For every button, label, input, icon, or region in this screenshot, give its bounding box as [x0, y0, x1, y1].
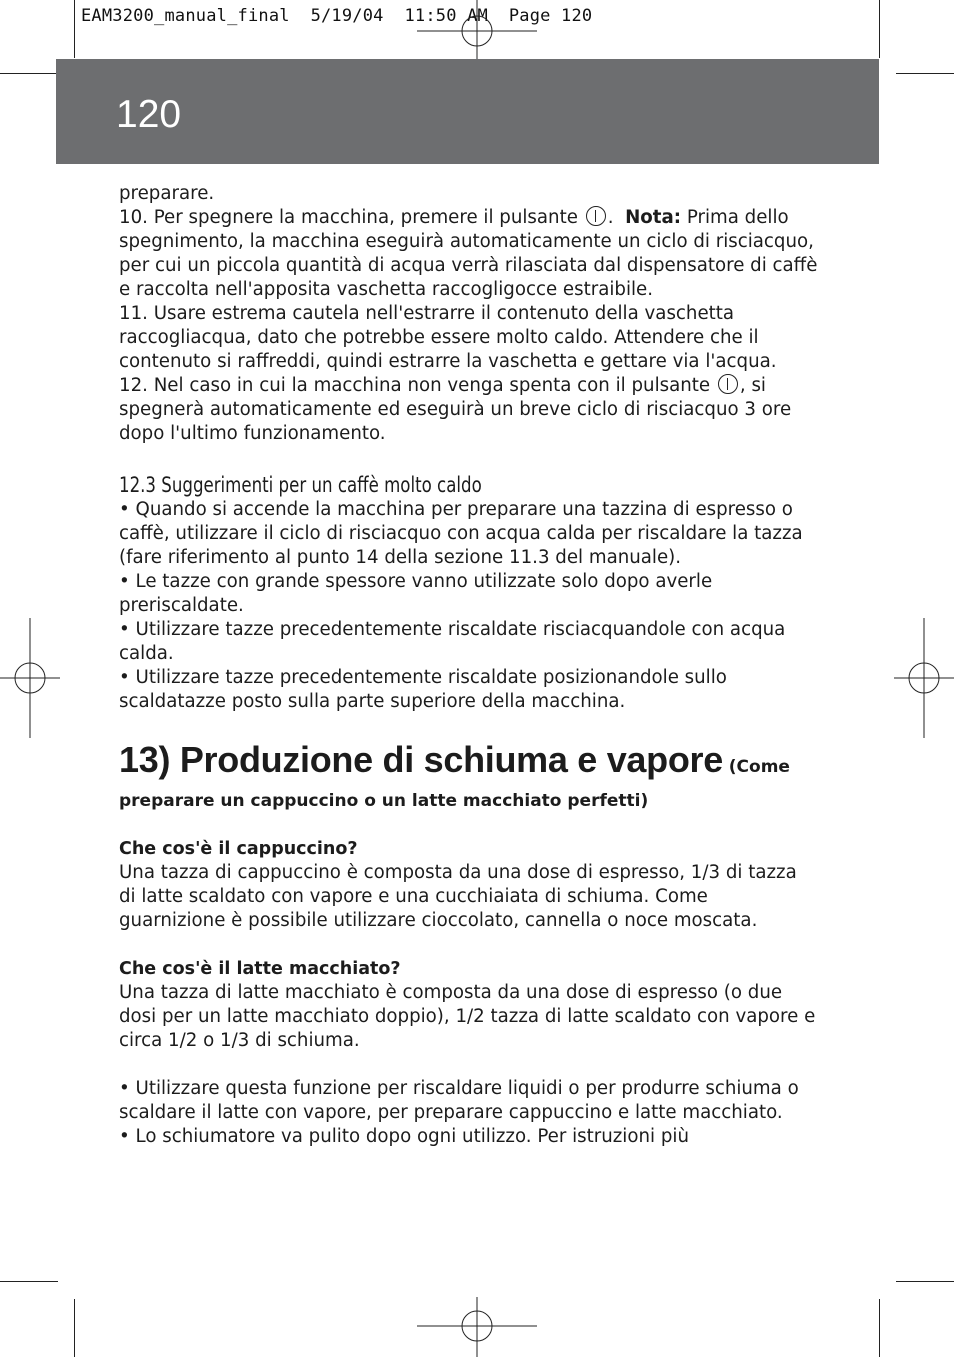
page-header-band: [56, 59, 879, 164]
section-12-3-bullet: • Utilizzare tazze precedentemente riscaldate risciacquandole con acqua calda.: [119, 619, 786, 664]
crop-mark-bottom-right-horizontal: [896, 1281, 954, 1282]
registration-mark-bottom: [417, 1297, 537, 1357]
paragraph-preparare: preparare.: [119, 183, 215, 204]
section-13-bullet: • Lo schiumatore va pulito dopo ogni utilizzo. Per istruzioni più: [119, 1126, 689, 1147]
crop-mark-top-right-vertical: [879, 0, 880, 58]
section-12-3-bullet: • Utilizzare tazze precedentemente riscaldate posizionandole sullo scaldatazze posto sulla parte superiore della macchina.: [119, 667, 727, 712]
section-13-heading: [119, 738, 819, 789]
nota-label: Nota:: [625, 207, 682, 228]
page-content: [119, 182, 819, 1149]
crop-mark-top-left-vertical: [74, 0, 75, 58]
section-13-subtitle: preparare un cappuccino o un latte macchiato perfetti): [119, 791, 649, 811]
step-10-text: 10. Per spegnere la macchina, premere il pulsante: [119, 207, 578, 228]
print-slug: EAM3200_manual_final 5/19/04 11:50 AM Page 120: [81, 6, 593, 26]
step-10-note: Prima dello spegnimento, la macchina eseguirà automaticamente un ciclo di risciacquo, per cui un piccola quantità di acqua verrà rilasciata dal dispensatore di caffè e raccolta nell'apposita vaschetta raccogligocce estraibile.: [119, 207, 818, 300]
step-12-text: 12. Nel caso in cui la macchina non venga spenta con il pulsante: [119, 375, 711, 396]
cappuccino-answer: Una tazza di cappuccino è composta da una dose di espresso, 1/3 di tazza di latte scaldato con vapore e una cucchiaiata di schiuma. Come guarnizione è possibile utilizzare cioccolato, cannella o noce moscata.: [119, 862, 797, 931]
section-12-3-bullet: • Le tazze con grande spessore vanno utilizzate solo dopo averle preriscaldate.: [119, 571, 713, 616]
crop-mark-bottom-left-horizontal: [0, 1281, 58, 1282]
section-12-3-title: 12.3 Suggerimenti per un caffè molto caldo: [119, 473, 482, 497]
crop-mark-top-right-horizontal: [896, 73, 954, 74]
step-10-period: .: [607, 207, 614, 228]
cappuccino-question: Che cos'è il cappuccino?: [119, 839, 358, 859]
power-button-icon: [718, 374, 738, 394]
step-12-rest: , si spegnerà automaticamente ed eseguirà un breve ciclo di risciacquo 3 ore dopo l'ultimo funzionamento.: [119, 375, 792, 444]
section-13-bullet: • Utilizzare questa funzione per riscaldare liquidi o per produrre schiuma o scaldare il latte con vapore, per preparare cappuccino e latte macchiato.: [119, 1078, 799, 1123]
section-13-subtitle-start: (Come: [728, 757, 790, 777]
registration-mark-left: [0, 618, 60, 738]
registration-mark-right: [894, 618, 954, 738]
latte-macchiato-question: Che cos'è il latte macchiato?: [119, 959, 401, 979]
crop-mark-bottom-right-vertical: [879, 1299, 880, 1357]
section-12-3-bullet: • Quando si accende la macchina per preparare una tazzina di espresso o caffè, utilizzare il ciclo di risciacquo con acqua calda per riscaldare la tazza (fare riferimento al punto 14 della sezione 11.3 del manuale).: [119, 499, 803, 568]
power-button-icon: [586, 206, 606, 226]
section-13-title: 13) Produzione di schiuma e vapore: [119, 739, 723, 780]
crop-mark-bottom-left-vertical: [74, 1299, 75, 1357]
latte-macchiato-answer: Una tazza di latte macchiato è composta da una dose di espresso (o due dosi per un latte macchiato doppio), 1/2 tazza di latte scaldato con vapore e circa 1/2 o 1/3 di schiuma.: [119, 982, 816, 1051]
paragraph-step-12: [119, 374, 819, 446]
crop-mark-top-left-horizontal: [0, 73, 58, 74]
paragraph-step-11: 11. Usare estrema cautela nell'estrarre il contenuto della vaschetta raccogliacqua, dato che potrebbe essere molto caldo. Attendere che il contenuto si raffreddi, quindi estrarre la vaschetta e gettare via l'acqua.: [119, 303, 777, 372]
paragraph-step-10: [119, 206, 819, 302]
registration-mark-top: [417, 0, 537, 60]
page-number: 120: [116, 93, 182, 136]
